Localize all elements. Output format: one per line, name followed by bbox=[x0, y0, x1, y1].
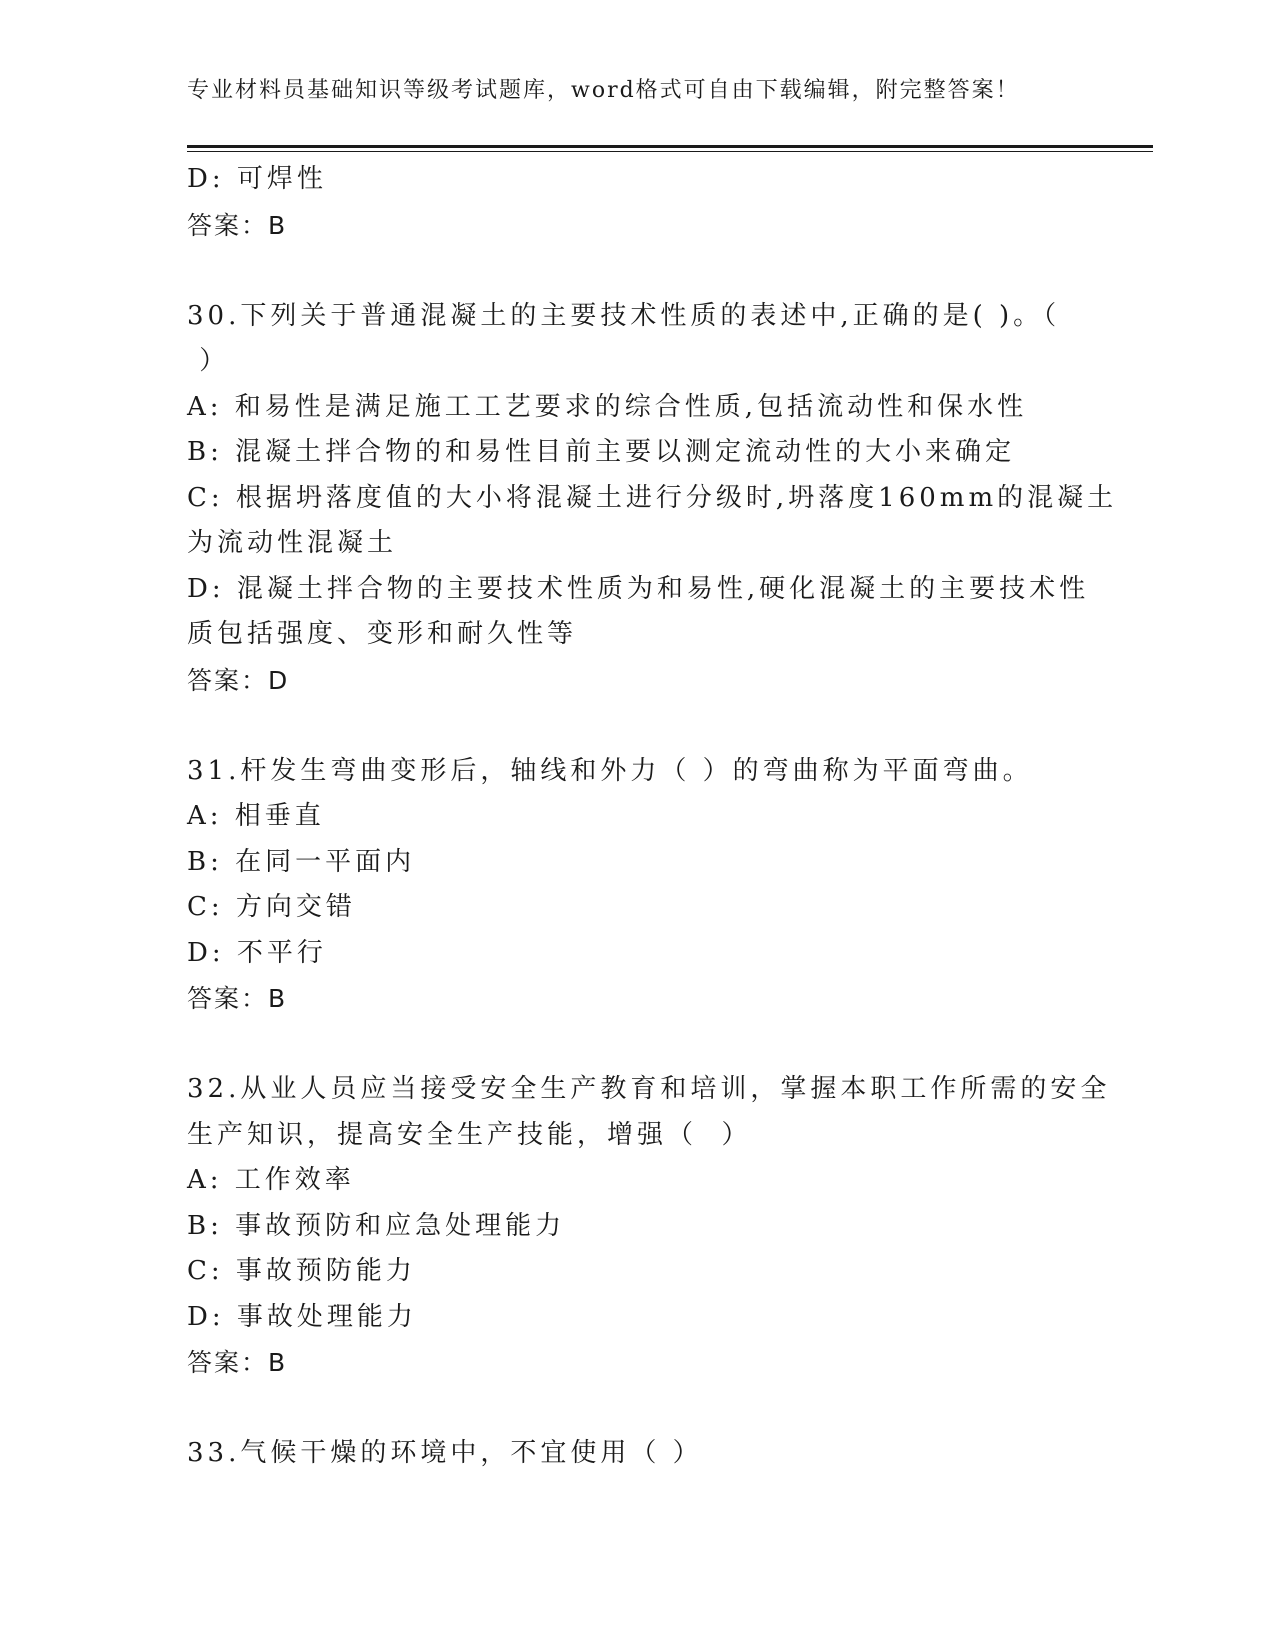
spacer bbox=[187, 703, 1087, 749]
question-stem: 33.气候干燥的环境中，不宜使用（ ） bbox=[187, 1438, 703, 1468]
answer-line: 答案：B bbox=[187, 984, 288, 1013]
question-stem: 生产知识，提高安全生产技能，增强（ ） bbox=[187, 1119, 752, 1150]
option-d-continued: 质包括强度、变形和耐久性等 bbox=[187, 619, 578, 649]
header-rule-thin bbox=[187, 151, 1153, 152]
question-block-30 bbox=[187, 294, 1118, 704]
question-stem: 31.杆发生弯曲变形后，轴线和外力（ ）的弯曲称为平面弯曲。 bbox=[187, 755, 1033, 786]
spacer bbox=[187, 1386, 1087, 1432]
answer-line: 答案：B bbox=[187, 210, 288, 240]
page-header: 专业材料员基础知识等级考试题库，word格式可自由下载编辑，附完整答案！ bbox=[187, 78, 1020, 103]
option-d: D: 可焊性 bbox=[187, 164, 327, 194]
header-rule-thick bbox=[187, 145, 1153, 148]
answer-line: 答案：B bbox=[187, 1348, 288, 1377]
option-a: A: 相垂直 bbox=[187, 801, 325, 831]
option-c: C: 根据坍落度值的大小将混凝土进行分级时,坍落度160mm的混凝土 bbox=[187, 482, 1118, 513]
option-a: A: 和易性是满足施工工艺要求的综合性质,包括流动性和保水性 bbox=[187, 391, 1028, 422]
question-content bbox=[187, 157, 1118, 1477]
option-b: B: 混凝土拌合物的和易性目前主要以测定流动性的大小来确定 bbox=[187, 437, 1016, 467]
answer-line: 答案：D bbox=[187, 665, 290, 695]
option-b: B: 在同一平面内 bbox=[187, 846, 416, 877]
option-d: D: 混凝土拌合物的主要技术性质为和易性,硬化混凝土的主要技术性 bbox=[187, 573, 1090, 604]
option-a: A: 工作效率 bbox=[187, 1165, 355, 1195]
question-stem: 32.从业人员应当接受安全生产教育和培训，掌握本职工作所需的安全 bbox=[187, 1074, 1111, 1104]
question-stem: ） bbox=[187, 346, 230, 376]
question-stem: 30.下列关于普通混凝土的主要技术性质的表述中,正确的是( )。（ bbox=[187, 300, 1061, 331]
question-block-33 bbox=[187, 1431, 1087, 1477]
question-block-32 bbox=[187, 1067, 1111, 1386]
option-d: D: 不平行 bbox=[187, 937, 327, 968]
option-c: C: 事故预防能力 bbox=[187, 1256, 416, 1286]
spacer bbox=[187, 1022, 1087, 1068]
option-c-continued: 为流动性混凝土 bbox=[187, 528, 398, 558]
question-block-31 bbox=[187, 749, 1087, 1022]
option-b: B: 事故预防和应急处理能力 bbox=[187, 1210, 566, 1241]
option-c: C: 方向交错 bbox=[187, 892, 356, 922]
spacer bbox=[187, 248, 1087, 294]
option-d: D: 事故处理能力 bbox=[187, 1301, 417, 1332]
